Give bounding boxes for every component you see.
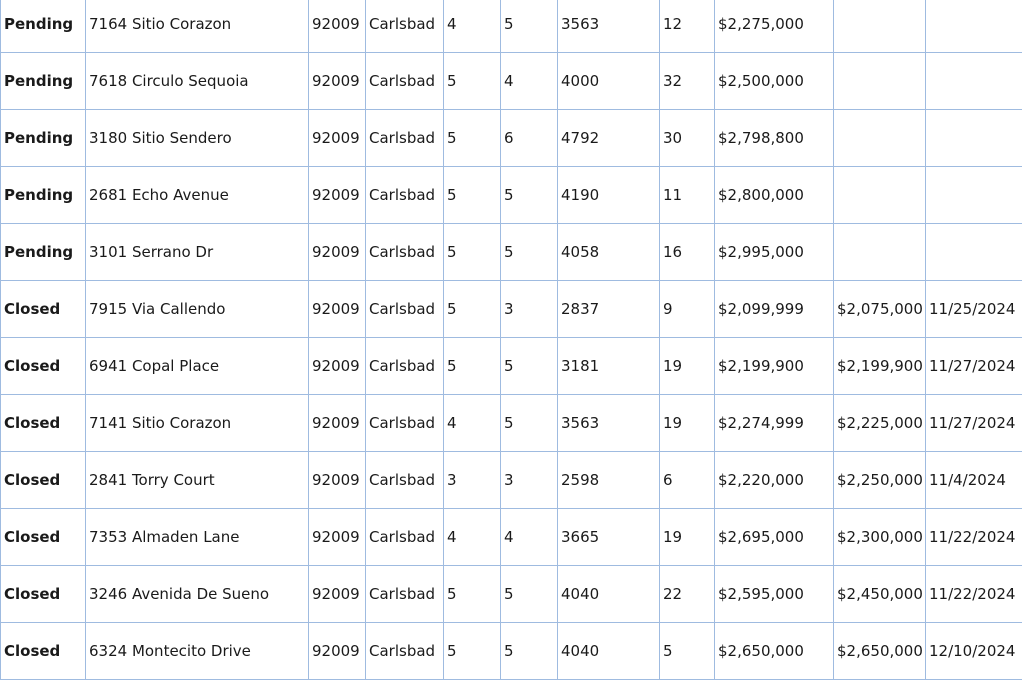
close-date-cell: 12/10/2024 (926, 623, 1022, 680)
sold-price-cell: $2,650,000 (834, 623, 926, 680)
list-price-cell: $2,274,999 (715, 395, 834, 452)
sqft-cell: 4040 (558, 623, 660, 680)
sqft-cell: 4190 (558, 167, 660, 224)
days-on-market-cell: 30 (660, 110, 715, 167)
beds-cell: 5 (444, 167, 501, 224)
address-cell: 6941 Copal Place (86, 338, 309, 395)
table-row (1, 281, 1022, 338)
status-cell: Closed (1, 623, 86, 680)
zip-cell: 92009 (309, 53, 366, 110)
zip-cell: 92009 (309, 167, 366, 224)
table-row (1, 395, 1022, 452)
sqft-cell: 4792 (558, 110, 660, 167)
address-cell: 7353 Almaden Lane (86, 509, 309, 566)
beds-cell: 5 (444, 623, 501, 680)
list-price-cell: $2,800,000 (715, 167, 834, 224)
status-cell: Closed (1, 509, 86, 566)
listings-body (1, 0, 1022, 680)
status-cell: Pending (1, 224, 86, 281)
close-date-cell (926, 0, 1022, 53)
beds-cell: 4 (444, 509, 501, 566)
address-cell: 3101 Serrano Dr (86, 224, 309, 281)
close-date-cell: 11/22/2024 (926, 509, 1022, 566)
address-cell: 3180 Sitio Sendero (86, 110, 309, 167)
days-on-market-cell: 19 (660, 338, 715, 395)
table-row (1, 623, 1022, 680)
status-cell: Closed (1, 452, 86, 509)
days-on-market-cell: 11 (660, 167, 715, 224)
close-date-cell: 11/25/2024 (926, 281, 1022, 338)
address-cell: 7915 Via Callendo (86, 281, 309, 338)
baths-cell: 5 (501, 566, 558, 623)
city-cell: Carlsbad (366, 0, 444, 53)
city-cell: Carlsbad (366, 338, 444, 395)
days-on-market-cell: 19 (660, 509, 715, 566)
status-cell: Closed (1, 338, 86, 395)
status-cell: Pending (1, 167, 86, 224)
zip-cell: 92009 (309, 452, 366, 509)
zip-cell: 92009 (309, 281, 366, 338)
city-cell: Carlsbad (366, 452, 444, 509)
sold-price-cell (834, 110, 926, 167)
list-price-cell: $2,650,000 (715, 623, 834, 680)
list-price-cell: $2,695,000 (715, 509, 834, 566)
sold-price-cell: $2,225,000 (834, 395, 926, 452)
days-on-market-cell: 22 (660, 566, 715, 623)
city-cell: Carlsbad (366, 224, 444, 281)
beds-cell: 5 (444, 281, 501, 338)
baths-cell: 5 (501, 395, 558, 452)
baths-cell: 3 (501, 452, 558, 509)
sqft-cell: 3563 (558, 0, 660, 53)
table-row (1, 53, 1022, 110)
address-cell: 7141 Sitio Corazon (86, 395, 309, 452)
status-cell: Pending (1, 0, 86, 53)
baths-cell: 3 (501, 281, 558, 338)
beds-cell: 5 (444, 338, 501, 395)
address-cell: 3246 Avenida De Sueno (86, 566, 309, 623)
table-row (1, 110, 1022, 167)
table-row (1, 338, 1022, 395)
close-date-cell (926, 224, 1022, 281)
table-row (1, 566, 1022, 623)
sold-price-cell: $2,300,000 (834, 509, 926, 566)
sqft-cell: 4000 (558, 53, 660, 110)
sold-price-cell (834, 167, 926, 224)
sqft-cell: 3181 (558, 338, 660, 395)
list-price-cell: $2,275,000 (715, 0, 834, 53)
list-price-cell: $2,500,000 (715, 53, 834, 110)
zip-cell: 92009 (309, 0, 366, 53)
beds-cell: 5 (444, 224, 501, 281)
city-cell: Carlsbad (366, 281, 444, 338)
zip-cell: 92009 (309, 509, 366, 566)
sold-price-cell: $2,450,000 (834, 566, 926, 623)
days-on-market-cell: 32 (660, 53, 715, 110)
list-price-cell: $2,798,800 (715, 110, 834, 167)
baths-cell: 5 (501, 224, 558, 281)
baths-cell: 5 (501, 623, 558, 680)
zip-cell: 92009 (309, 395, 366, 452)
baths-cell: 4 (501, 53, 558, 110)
baths-cell: 5 (501, 0, 558, 53)
baths-cell: 6 (501, 110, 558, 167)
table-row (1, 0, 1022, 53)
address-cell: 7164 Sitio Corazon (86, 0, 309, 53)
days-on-market-cell: 12 (660, 0, 715, 53)
zip-cell: 92009 (309, 338, 366, 395)
days-on-market-cell: 16 (660, 224, 715, 281)
sold-price-cell (834, 224, 926, 281)
list-price-cell: $2,199,900 (715, 338, 834, 395)
list-price-cell: $2,099,999 (715, 281, 834, 338)
close-date-cell: 11/22/2024 (926, 566, 1022, 623)
sqft-cell: 2598 (558, 452, 660, 509)
beds-cell: 4 (444, 0, 501, 53)
sold-price-cell: $2,075,000 (834, 281, 926, 338)
city-cell: Carlsbad (366, 566, 444, 623)
close-date-cell (926, 53, 1022, 110)
days-on-market-cell: 5 (660, 623, 715, 680)
city-cell: Carlsbad (366, 110, 444, 167)
table-row (1, 452, 1022, 509)
address-cell: 7618 Circulo Sequoia (86, 53, 309, 110)
close-date-cell (926, 167, 1022, 224)
table-row (1, 224, 1022, 281)
list-price-cell: $2,595,000 (715, 566, 834, 623)
beds-cell: 5 (444, 53, 501, 110)
zip-cell: 92009 (309, 623, 366, 680)
zip-cell: 92009 (309, 224, 366, 281)
address-cell: 6324 Montecito Drive (86, 623, 309, 680)
status-cell: Closed (1, 395, 86, 452)
sqft-cell: 3665 (558, 509, 660, 566)
city-cell: Carlsbad (366, 53, 444, 110)
table-row (1, 509, 1022, 566)
status-cell: Closed (1, 281, 86, 338)
list-price-cell: $2,995,000 (715, 224, 834, 281)
days-on-market-cell: 6 (660, 452, 715, 509)
city-cell: Carlsbad (366, 167, 444, 224)
sqft-cell: 3563 (558, 395, 660, 452)
close-date-cell: 11/27/2024 (926, 338, 1022, 395)
status-cell: Pending (1, 53, 86, 110)
address-cell: 2681 Echo Avenue (86, 167, 309, 224)
days-on-market-cell: 19 (660, 395, 715, 452)
beds-cell: 5 (444, 110, 501, 167)
sqft-cell: 2837 (558, 281, 660, 338)
days-on-market-cell: 9 (660, 281, 715, 338)
baths-cell: 5 (501, 167, 558, 224)
table-row (1, 167, 1022, 224)
status-cell: Pending (1, 110, 86, 167)
sold-price-cell: $2,250,000 (834, 452, 926, 509)
baths-cell: 4 (501, 509, 558, 566)
baths-cell: 5 (501, 338, 558, 395)
city-cell: Carlsbad (366, 623, 444, 680)
city-cell: Carlsbad (366, 395, 444, 452)
beds-cell: 4 (444, 395, 501, 452)
status-cell: Closed (1, 566, 86, 623)
close-date-cell: 11/27/2024 (926, 395, 1022, 452)
sold-price-cell (834, 0, 926, 53)
list-price-cell: $2,220,000 (715, 452, 834, 509)
city-cell: Carlsbad (366, 509, 444, 566)
zip-cell: 92009 (309, 110, 366, 167)
address-cell: 2841 Torry Court (86, 452, 309, 509)
sqft-cell: 4040 (558, 566, 660, 623)
close-date-cell: 11/4/2024 (926, 452, 1022, 509)
beds-cell: 3 (444, 452, 501, 509)
sold-price-cell: $2,199,900 (834, 338, 926, 395)
zip-cell: 92009 (309, 566, 366, 623)
sold-price-cell (834, 53, 926, 110)
close-date-cell (926, 110, 1022, 167)
sqft-cell: 4058 (558, 224, 660, 281)
beds-cell: 5 (444, 566, 501, 623)
